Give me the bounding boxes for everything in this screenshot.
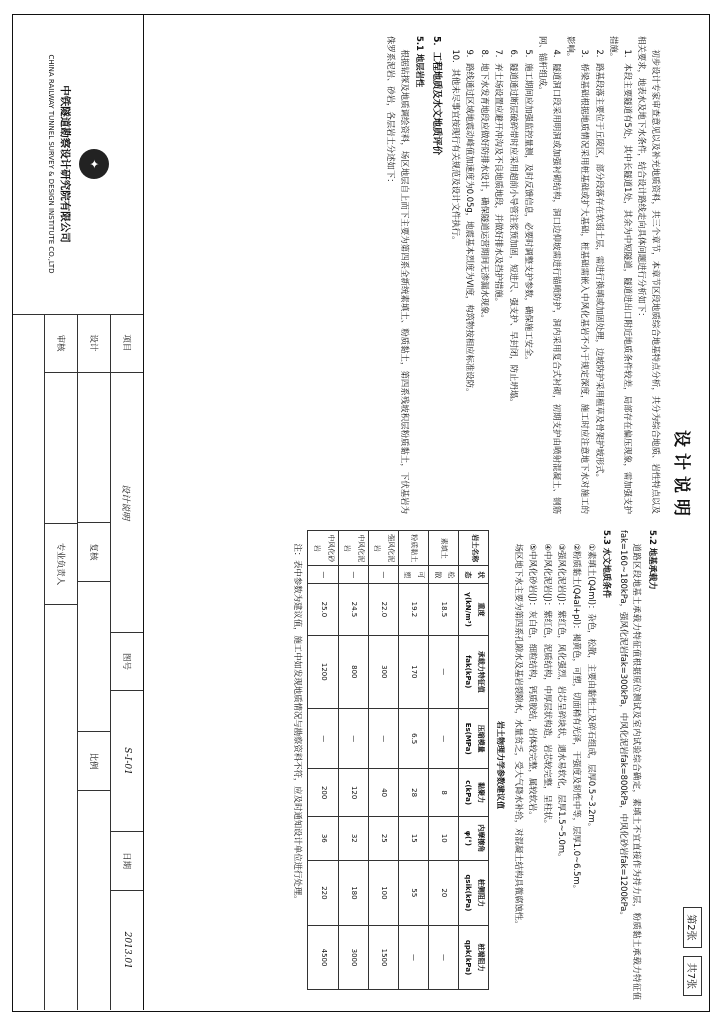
list-item: 6．隧道通过断层破碎带时应采用超前小导管注浆预加固，短进尺、强支护、早封闭，防止坍塌。 <box>509 49 520 407</box>
table-header: 岩土名称 <box>459 531 489 566</box>
check-label: 复核 <box>78 523 110 582</box>
section-5-1-heading: 5.1 地层岩性 <box>415 36 426 88</box>
paragraph: ④中风化泥岩(J)：紫红色，泥质结构，中厚层状构造，岩芯较完整，呈柱状。 <box>542 543 553 828</box>
table-cell: 32 <box>338 816 368 860</box>
table-header: 桩端阻力qpk(kPa) <box>459 926 489 990</box>
table-header-row <box>459 531 489 990</box>
table-cell: 6.5 <box>398 708 428 768</box>
right-text-column <box>290 530 662 1000</box>
list-item: 5．施工期间应加强监控量测，及时反馈信息，必要时调整支护参数，确保施工安全。 <box>523 49 534 365</box>
table-note: 注：表中参数为建议值，施工中如发现地质情况与勘察资料不符，应及时通知设计单位进行处理。 <box>293 543 304 904</box>
table-row <box>308 531 338 990</box>
review-signature <box>45 373 77 524</box>
table-header: 压缩模量Es(MPa) <box>459 708 489 768</box>
table-cell: 28 <box>398 769 428 816</box>
table-cell: 100 <box>368 860 398 925</box>
page-label: 第2张 <box>683 907 702 947</box>
table-cell: 粉质黏土 <box>398 531 428 566</box>
table-caption: 岩土物理力学参数建议值 <box>496 721 506 809</box>
project-label: 项目 <box>111 314 143 373</box>
title-block <box>13 14 144 1010</box>
chief-signature <box>45 605 77 955</box>
table-cell: — <box>308 566 338 584</box>
table-cell: 4500 <box>308 926 338 990</box>
paragraph: ⑤中风化砂岩(J)：灰白色，细粒结构，钙质胶结，岩体较完整，属较软岩。 <box>528 543 539 820</box>
table-cell: 10 <box>429 816 459 860</box>
table-cell: 25 <box>368 816 398 860</box>
review-label: 审核 <box>45 314 77 373</box>
paragraph: ②粉质黏土(Q4al+pl)：褐黄色，可塑，切面稍有光泽，干强度及韧性中等，层厚1.0~6.5m。 <box>572 543 583 893</box>
table-cell: 3000 <box>338 926 368 990</box>
table-header: 状态 <box>459 566 489 584</box>
table-cell: 19.2 <box>398 584 428 635</box>
table-row <box>338 531 368 990</box>
table-body <box>308 531 459 990</box>
title-block-grid <box>13 314 143 1010</box>
company-logo-icon: ✦ <box>79 149 109 179</box>
table-cell: 中风化砂岩 <box>308 531 338 566</box>
table-cell: 15 <box>398 816 428 860</box>
table-cell: 8 <box>429 769 459 816</box>
drawing-name: 设计说明 <box>111 373 143 633</box>
left-text-column <box>383 36 662 514</box>
date-value: 2013.01 <box>122 931 132 969</box>
list-item: 10．其他未尽事宜按现行有关规范及设计文件执行。 <box>450 49 461 245</box>
section-5-3-heading: 5.3 水文地质条件 <box>602 530 613 599</box>
date-label: 日期 <box>111 832 143 891</box>
drawing-no-label: 图号 <box>111 633 143 692</box>
table-cell: 可塑 <box>398 566 428 584</box>
title-block-row <box>77 314 110 1010</box>
table-cell: — <box>338 708 368 768</box>
design-label: 设计 <box>78 314 110 373</box>
table-cell: 180 <box>338 860 368 925</box>
table-cell: 中风化泥岩 <box>338 531 368 566</box>
paragraph: 道路区段地基土承载力特征值根据原位测试及室内试验综合确定，素填土不宜直接作为持力层，粉质黏土承载力特征值fak=160~180kPa，强风化泥岩fak=300kPa，中风化泥岩fak=800kPa，中风化砂岩fak=1200kPa。 <box>618 530 643 1000</box>
chief-label: 专业负责人 <box>45 524 77 605</box>
table-cell: — <box>338 566 368 584</box>
list-item: 3．桥梁基础根据地质情况采用桩基础或扩大基础，桩基础需嵌入中风化基岩不小于规定深度，施工时应注意地下水对施工的影响。 <box>566 36 591 514</box>
table-cell: 25.0 <box>308 584 338 635</box>
section-5-2-heading: 5.2 地基承载力 <box>648 530 658 590</box>
page-title: 设计说明 <box>671 430 691 522</box>
table-cell: — <box>308 708 338 768</box>
table-cell: 1500 <box>368 926 398 990</box>
table-cell: 800 <box>338 635 368 708</box>
table-cell: 300 <box>368 635 398 708</box>
drawing-no-value: S-I-01 <box>111 691 143 831</box>
list-item: 7．弃土场设置应避开冲沟及不良地质地段，并做好排水及挡护措施。 <box>494 49 505 307</box>
table-cell: 1200 <box>308 635 338 708</box>
table-cell: 20 <box>429 860 459 925</box>
sheet-number <box>683 907 702 996</box>
table-cell: — <box>429 708 459 768</box>
table-cell: — <box>429 926 459 990</box>
table-header: 黏聚力c(kPa) <box>459 769 489 816</box>
table-header: 重度γ(kN/m³) <box>459 584 489 635</box>
table-cell: 40 <box>368 769 398 816</box>
company-name: 中铁隧道勘察设计研究院有限公司 <box>59 85 71 243</box>
table-cell: 200 <box>308 769 338 816</box>
intro-paragraph: 初步设计专家审查意见以及补充地质资料，共三个章节，本章节区段地质综合地基特点分析，共分为综合地质、岩性特点以及相关要求，地表水及地下水条件，结合设计路线走向具体问题进行分析如下： <box>637 36 661 514</box>
table-cell: 18.5 <box>429 584 459 635</box>
design-signature <box>78 373 110 523</box>
list-item: 1．本段主要隧道有5处，其中长隧道1处，其余为中短隧道，隧道进出口附近地质条件较差，局部存在偏压现象，需加强支护措施。 <box>609 36 633 514</box>
table-cell: — <box>429 635 459 708</box>
blank-row <box>12 314 44 1010</box>
title-block-row <box>12 314 44 1010</box>
table-cell: 55 <box>398 860 428 925</box>
table-cell: 220 <box>308 860 338 925</box>
paragraph: ③强风化泥岩(J)：紫红色，风化强烈，岩芯呈碎块状，遇水易软化，层厚1.5~5.0m。 <box>557 543 568 862</box>
table-header: 桩侧阻力qsik(kPa) <box>459 860 489 925</box>
table-cell: 24.5 <box>338 584 368 635</box>
table-row <box>368 531 398 990</box>
check-signature <box>78 582 110 732</box>
table-row <box>398 531 428 990</box>
table-header: 内摩擦角φ(°) <box>459 816 489 860</box>
paragraph: ①素填土(Q4ml)：杂色，松散，主要由黏性土及碎石组成，层厚0.5~3.2m。 <box>586 543 597 832</box>
scale-label: 比例 <box>78 732 110 791</box>
title-block-row <box>44 314 77 1010</box>
table-cell: 松散 <box>429 566 459 584</box>
list-item: 9．路线通过区域地震动峰值加速度为0.05g，地震基本烈度为Ⅵ度，构筑物按相应标准设防。 <box>465 49 476 397</box>
list-item: 4．隧道洞口段采用明洞或加强衬砌结构，洞口边仰坡需进行锚喷防护，洞内采用复合式衬砌，初期支护由喷射混凝土、钢筋网、锚杆组成。 <box>538 36 562 514</box>
table-header: 承载力特征值fak(kPa) <box>459 635 489 708</box>
table-cell: 170 <box>398 635 428 708</box>
table-cell: — <box>368 566 398 584</box>
page-total: 共7张 <box>683 956 702 996</box>
table-cell: 120 <box>338 769 368 816</box>
properties-table <box>307 530 489 990</box>
section-5-heading: 5．工程地质及水文地质评价 <box>431 36 443 156</box>
scale-value <box>78 791 110 1010</box>
table-cell: 素填土 <box>429 531 459 566</box>
list-item: 2．路基段落主要位于丘陵区，部分段落存在软弱土层，需进行换填或加固处理，边坡防护采用植草及骨架护坡形式。 <box>594 49 605 482</box>
table-cell: 22.0 <box>368 584 398 635</box>
list-item: 8．地下水发育地段应做好防排水设计，确保隧道运营期间无渗漏水现象。 <box>479 49 490 323</box>
table-cell: 强风化泥岩 <box>368 531 398 566</box>
table-cell: — <box>398 926 428 990</box>
paragraph: 场区地下水主要为第四系孔隙水及基岩裂隙水，水量贫乏，受大气降水补给，对混凝土结构具微腐蚀性。 <box>513 543 524 929</box>
company-subtitle: CHINA RAILWAY TUNNEL SURVEY & DESIGN INSTITUTE CO.,LTD <box>47 54 55 274</box>
table-cell: — <box>368 708 398 768</box>
title-block-row <box>110 314 143 1010</box>
table-row <box>429 531 459 990</box>
company-logo-block <box>13 14 143 315</box>
section-5-1-text: 根据钻探及地质调绘资料，场区地层自上而下主要为第四系全新统素填土、粉质黏土，第四系残坡积层粉质黏土，下伏基岩为侏罗系泥岩、砂岩，各层岩土分述如下： <box>386 36 410 514</box>
table-cell: 36 <box>308 816 338 860</box>
